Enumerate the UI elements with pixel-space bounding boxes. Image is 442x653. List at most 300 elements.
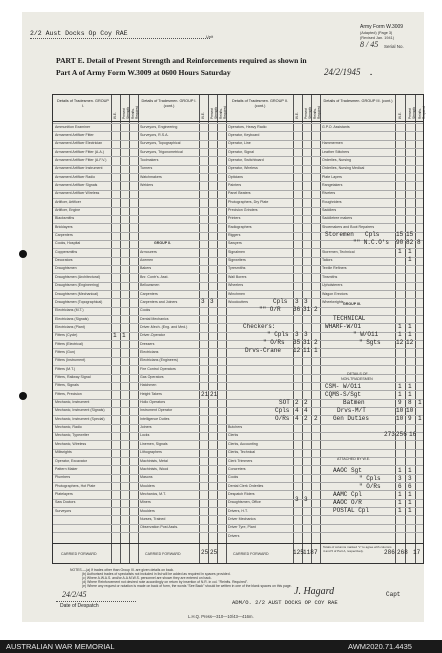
trade-g1c-label: Surveyors, Trigonometrical: [140, 149, 183, 154]
trade-g1-label: Armament Artificer Fitter (A.A.): [55, 149, 104, 154]
trade-g2c-label: Butchers: [228, 425, 243, 430]
val-clerk-cpls-we: 4: [295, 407, 299, 414]
trade-g3c-label: Saddletree makers: [322, 216, 353, 221]
part-e-subtitle: Part A of Army Form W.3009 at 0600 Hours Saturday: [56, 68, 231, 77]
trade-g1c-label: Gas Operators: [140, 375, 164, 379]
form-ref-1: Army Form W.3009: [360, 24, 404, 30]
trade-g1-label: Blacksmiths: [55, 216, 75, 221]
despatch-label: Date of Despatch: [60, 603, 99, 609]
trade-g1-label: Armament Artificer Signals: [55, 182, 98, 187]
trade-g3c-label: Orderlies, Nursing: [322, 157, 351, 162]
trade-g1-label: Artificer, Artificer: [55, 199, 81, 204]
grand-total-we: 286: [384, 549, 395, 556]
col-we-2: W.E.: [201, 112, 205, 119]
trade-g1-label: Artificer, Engine: [55, 208, 81, 212]
serial-number: 8 / 45: [360, 40, 379, 49]
trade-g3c-label: Tailors: [322, 258, 333, 263]
entry-batmen: Batmen: [343, 399, 365, 406]
trade-g1-label: Bricklayers: [55, 224, 73, 229]
val-aaoc-cpls-we: 3: [398, 475, 402, 482]
total-c2-ps: 25: [210, 549, 218, 556]
trade-g2c-label: Operator, Signal: [228, 149, 254, 154]
val-winch-or-ps: 31: [303, 306, 311, 313]
col-header-group1-cont: Details of Tradesmen. GROUP I. (cont.): [141, 99, 197, 108]
trade-g1c-label: Linemen, Signals: [140, 441, 168, 446]
trade-g3c-label: Textile Refiners: [322, 266, 347, 271]
trade-g1c-label: Welders: [140, 182, 154, 187]
val-gen-rr: 1: [418, 415, 422, 422]
trade-g2c-label: Concreters: [228, 466, 246, 471]
trade-g1c-label: Height Takers: [140, 391, 162, 396]
trade-g1-label: Draughtsmen (Engineering): [55, 283, 100, 288]
trade-g1c-label: Armourers: [140, 249, 157, 254]
trade-g1-label: Fitters (Electrical): [55, 341, 83, 346]
entry-nco: "" N.C.O's: [353, 239, 390, 246]
trade-g1c-label: Surveyors, Topographical: [140, 141, 181, 146]
col-we-1: W.E.: [113, 112, 117, 119]
val-wharf-we: 1: [398, 323, 402, 330]
val-postal-we: 1: [398, 507, 402, 514]
val-checkers-cpls-we: 3: [295, 331, 299, 338]
trade-g2c-label: Dental Clerk Orderlies: [228, 483, 264, 488]
notes-line-b: (b) Authorised trades of specialists not included in list will be added as required in spaces provided.: [82, 572, 231, 576]
trade-g2c-label: Driver Tyre, Plant: [228, 525, 256, 530]
grand-total-rr: 17: [413, 549, 421, 556]
val-elec-ps: 1: [122, 332, 126, 339]
trade-g2c-label: Precision Grinders: [228, 208, 258, 212]
trade-g1-label: Surveyors: [55, 508, 72, 513]
trade-g1-label: Draughtsmen (Mechanical): [55, 291, 99, 296]
trade-g1-label: Platelayers: [55, 491, 73, 496]
trade-g2c-label: Radiographers: [228, 224, 252, 229]
val-carpenters-we: 3: [201, 298, 205, 305]
val-aaoc-sgt-we: 1: [398, 467, 402, 474]
trade-g2c-label: Driver Mechanics: [228, 516, 256, 521]
entry-aaoc-cpls: " Cpls: [359, 475, 381, 482]
trade-g2c-label: Operator, Keyboard: [228, 132, 260, 137]
entry-aaoc-sgt: AAOC Sgt: [333, 467, 362, 474]
trade-g2c-label: Photographers, Dry Plate: [228, 199, 269, 204]
val-crane-ps: 11: [303, 347, 311, 354]
trade-g2c-label: Wall Borers: [228, 274, 247, 279]
archive-footer: [0, 640, 442, 653]
trade-g1c-label: Electricians: [140, 349, 159, 354]
trade-g1c-label: Turners: [140, 166, 153, 171]
val-tailors-ps: 1: [408, 248, 412, 255]
trade-g1c-label: Hollo Operators: [140, 400, 166, 405]
trade-g1-label: Mechanic, Instrument: [55, 400, 90, 405]
col-header-group3-cont: Details of Tradesmen. GROUP III. (cont.): [323, 99, 393, 103]
trade-g1c-label: Masons: [140, 475, 153, 480]
notes-line-e: (e) Where any request or notation is made on back of form, the words "See Back" should be written in one of the blank spaces on this page.: [82, 584, 292, 588]
trade-g2c-label: Painters: [228, 182, 242, 187]
trade-g1c-label: Toolmakers: [140, 157, 159, 162]
trade-g1-label: Armament Artificer Fitter (A.F.V.): [55, 157, 107, 162]
val-subtotal-we: 273: [384, 431, 395, 438]
trade-g1c-label: Bakers: [140, 266, 152, 271]
val-aaoc-ors-ps: 6: [408, 483, 412, 490]
trade-g1-label: Decorators: [55, 258, 73, 263]
trade-g3c-label: Leather Stitchers: [322, 149, 350, 154]
val-drivers-ps: 10: [406, 407, 414, 414]
trade-g1c-label: Dental Mechanics: [140, 316, 169, 321]
trade-g1-label: Electricians (M.T.): [55, 308, 84, 313]
trade-g1-label: Millwrights: [55, 450, 72, 455]
val-postal-ps: 1: [408, 507, 412, 514]
val-crane-we: 12: [293, 347, 301, 354]
unit-name: 2/2 Aust Docks Op Coy RAE: [30, 30, 128, 37]
total-c3-we: 125: [293, 549, 304, 556]
col-rr-2: Reinfts. Required: [219, 106, 227, 119]
trade-g2c-label: Operators, Heavy Radio: [228, 124, 267, 129]
trade-g1-label: Armament Artificer Instrument: [55, 166, 103, 171]
archive-institution: AUSTRALIAN WAR MEMORIAL: [6, 642, 115, 651]
entry-drivers-mt: Drvs-M/T: [337, 407, 366, 414]
trade-g1c-label: Surveyors, R.S.A.: [140, 132, 169, 137]
val-winch-ps: 3: [304, 298, 308, 305]
val-cqms-we: 1: [398, 391, 402, 398]
trade-g1-label: Fitters (M.T.): [55, 366, 76, 371]
trade-g2c-label: Operator, Switchboard: [228, 157, 264, 162]
trade-g1-label: Mechanic, Wireless: [55, 441, 87, 446]
trade-g2c-label: Clerk Trimmers: [228, 458, 253, 463]
trade-g3c-label: Shoemakers and Boot Repairers: [322, 224, 375, 229]
col-ps-4: Present Strength: [408, 106, 416, 119]
val-winch-or-rr: 2: [314, 306, 318, 313]
attached-label: ATTACHED BY W.E.: [337, 457, 371, 461]
entry-technical: TECHNICAL: [333, 315, 366, 322]
col-rr-4: Reinfts. Required: [418, 106, 426, 119]
entry-clerk-cpls: Cpls: [275, 407, 290, 414]
trade-g2c-label: Signwriters: [228, 258, 246, 263]
col-header-group2-cont: Details of Tradesmen. GROUP II. (cont.): [231, 99, 289, 108]
trade-g2c-label: Tyresmiths: [228, 266, 246, 271]
val-batmen-rr: 1: [418, 399, 422, 406]
col-rr-1: Reinfts. Required: [131, 106, 139, 119]
val-hatchmen-we: 21: [201, 391, 209, 398]
trade-g1c-label: Mechanics, M.T.: [140, 491, 166, 496]
val-engine-hands-we: 3: [295, 496, 299, 503]
trade-g1-label: Photographers, Hot Plate: [55, 483, 96, 488]
val-clerk-cpls-ps: 4: [304, 407, 308, 414]
val-cqms-ps: 1: [408, 391, 412, 398]
trade-g1-label: Mechanic, Typewriter: [55, 433, 89, 438]
despatch-date: 24/2/45: [62, 590, 87, 599]
trade-g1-label: Draughtsmen: [55, 266, 77, 271]
press-line: L.H.Q. Press—310—10/43—416m.: [188, 614, 254, 619]
trade-g1c-label: Driver-Mech. (Eng. and Med.): [140, 324, 188, 329]
trade-g3c-label: G.P.O. Assistants: [322, 124, 350, 129]
trade-g3c-label: Saddlers: [322, 208, 337, 212]
trade-g1-label: Draughtsmen (Architectural): [55, 274, 100, 279]
punch-hole-1: [19, 250, 27, 258]
trade-g2c-label: Printers: [228, 216, 241, 221]
val-storemen-ps: 15: [406, 231, 414, 238]
trade-g2c-label: Operator, Line: [228, 141, 251, 146]
val-subtotal-rr: 16: [409, 431, 417, 438]
val-drivers-we: 10: [396, 407, 404, 414]
entry-winch-cpls: Cpls: [273, 298, 288, 305]
val-wo2-we: 1: [398, 331, 402, 338]
entry-clerk-ors: O/Rs: [275, 415, 290, 422]
notes-line-c: (c) Where A.W.A.S. and/or A.A.M.W.S. personnel are shown they are entered on back.: [82, 576, 212, 580]
trade-g2c-label: Signalmen: [228, 249, 245, 254]
trade-g1-label: Plumbers: [55, 475, 71, 480]
serial-label: Serial No.: [384, 44, 404, 49]
col-we-4: W.E.: [398, 112, 402, 119]
val-clerk-ors-rr: 2: [314, 415, 318, 422]
trade-g1-label: Mechanic, Instrument (Signals): [55, 408, 105, 413]
trade-g2c-label: Cooks: [228, 475, 239, 480]
trade-g1c-label: Machinists, Wood: [140, 466, 169, 471]
val-aaoc-sgt-ps: 1: [408, 467, 412, 474]
total-c2-we: 25: [201, 549, 209, 556]
trade-g1-label: Ammunition Examiner: [55, 124, 91, 129]
trade-g1c-label: Machinists, Metal: [140, 458, 168, 463]
archive-catalogue: AWM2020.71.4435: [348, 642, 412, 651]
val-checkers-or-we: 35: [293, 339, 301, 346]
val-textile-ps: 1: [408, 256, 412, 263]
trade-g1-label: Armament Artificer Wireless: [55, 191, 100, 196]
val-clerk-ors-we: 4: [295, 415, 299, 422]
val-aaoc-or-ps: 1: [408, 499, 412, 506]
trade-g3c-label: Rangetakers: [322, 182, 343, 187]
val-hatchmen-ps: 21: [210, 391, 218, 398]
val-engine-hands-ps: 3: [304, 496, 308, 503]
trade-g3c-label: Storemen, Technical: [322, 249, 355, 254]
trade-g1c-label: Bnr. Contr's. Asst.: [140, 274, 169, 279]
val-aamc-ps: 1: [408, 491, 412, 498]
trade-g3c-label: Riveters: [322, 191, 336, 196]
trade-g1-label: Armament Artificer Radio: [55, 174, 95, 179]
col-ps-3: Present Strength: [304, 106, 312, 119]
trade-g1c-label: Surveyors, Engineering: [140, 124, 178, 129]
val-sgts-ps: 12: [406, 339, 414, 346]
entry-csm: CSM- W/O11: [325, 383, 362, 390]
trade-g1-label: Operator, Excavator: [55, 458, 87, 463]
totals-note: Totals of columns marked "x" to agree with columns 4 and 5 of Part A, respectively.: [323, 546, 392, 553]
val-tailors-we: 1: [398, 248, 402, 255]
trade-g1-label: Pattern Maker: [55, 466, 78, 471]
trade-g1c-label: Fire Control Operators: [140, 366, 176, 371]
col-ps-1: Present Strength: [122, 106, 130, 119]
val-subtotal-ps: 256: [396, 431, 407, 438]
trade-g3c-label: Plate Layers: [322, 174, 342, 179]
val-aaoc-ors-we: 6: [398, 483, 402, 490]
col-ps-2: Present Strength: [210, 106, 218, 119]
entry-crane-drivers: Drvs-Crane: [245, 347, 282, 354]
details-of-label: DETAILS OF: [347, 372, 368, 376]
trade-g1c-label: Dressers: [140, 341, 155, 346]
val-aaoc-cpls-ps: 3: [408, 475, 412, 482]
trade-g3c-label: Upholsterers: [322, 283, 343, 288]
val-gen-we: 10: [396, 415, 404, 422]
val-nco-we: 90: [396, 239, 404, 246]
entry-cqms: CQMS-S/Sgt: [325, 391, 362, 398]
entry-sgts: " Sgts: [359, 339, 381, 346]
val-storemen-we: 15: [396, 231, 404, 238]
val-winch-we: 3: [295, 298, 299, 305]
entry-postal: POSTAL Cpl: [333, 507, 370, 514]
val-wharf-ps: 1: [408, 323, 412, 330]
trade-g1-label: Fitters, Signals: [55, 383, 79, 388]
non-tradesmen-label: NON-TRADESMEN: [341, 377, 373, 381]
return-date: 24/2/1945: [324, 67, 361, 77]
entry-checkers-or: " O/Rs: [263, 339, 285, 346]
trade-g1-label: Fitters, Precision: [55, 391, 82, 396]
trade-g1-label: Fitters (Gun): [55, 349, 76, 354]
val-csm-ps: 1: [408, 383, 412, 390]
trade-g3c-label: Orderlies, Nursing Medical: [322, 166, 365, 171]
val-sot-ps: 2: [304, 399, 308, 406]
val-nco-rr: 8: [417, 239, 421, 246]
trade-g1c-label: Instrument Operator: [140, 408, 173, 413]
trade-g1-label: Fitters, Railway Signal: [55, 375, 91, 379]
carried-forward-1: CARRIED FORWARD: [61, 552, 97, 556]
trade-g2c-label: Winchmen: [228, 291, 245, 296]
trade-g2c-label: Riggers: [228, 233, 241, 238]
entry-checkers-cpls: " Cpls: [267, 331, 289, 338]
val-clerk-ors-ps: 2: [304, 415, 308, 422]
entry-wharf: WHARF-W/O1: [325, 323, 362, 330]
strength-table: [52, 94, 424, 564]
form-ref-3: (Revised Jan. 1941): [360, 36, 394, 40]
entry-aaoc-or: AAOC O/R: [333, 499, 362, 506]
trade-g1c-label: Driver-Operator: [140, 333, 165, 338]
entry-gen-duties: Gen Duties: [333, 415, 370, 422]
part-e-title: PART E. Detail of Present Strength and Reinforcements required as shown in: [56, 56, 307, 65]
trade-g1c-label: Moulders: [140, 483, 155, 488]
total-c3-rr: 7: [314, 549, 318, 556]
trade-g1-label: Saw Doctors: [55, 500, 76, 505]
val-sgts-we: 12: [396, 339, 404, 346]
trade-g1-label: Mechanic, Instrument (Special): [55, 416, 105, 421]
val-batmen-ps: 8: [408, 399, 412, 406]
trade-g1-label: Fitters (Instrument): [55, 358, 86, 363]
trade-g2c-label: Operator, Wireless: [228, 166, 258, 171]
val-aamc-we: 1: [398, 491, 402, 498]
trade-g2c-label: Drivers: [228, 533, 240, 538]
trade-g1-label: Mechanic, Radio: [55, 425, 82, 430]
trade-g3c-label: Wheelwrights: [322, 299, 344, 304]
col-we-3: W.E.: [295, 112, 299, 119]
val-csm-we: 1: [398, 383, 402, 390]
form-ref-2: (Adapted) (Page 3): [360, 31, 393, 35]
punch-hole-2: [19, 392, 27, 400]
trade-g1c-label: Cooks: [140, 308, 151, 313]
trade-g1c-label: Electricians (Engineers): [140, 358, 178, 363]
val-carpenters-ps: 3: [210, 298, 214, 305]
val-winch-or-we: 36: [293, 306, 301, 313]
val-checkers-or-rr: 2: [314, 339, 318, 346]
group3-label: GROUP III.: [343, 302, 362, 306]
trade-g1c-label: Axemen: [140, 258, 154, 263]
trade-g2c-label: Opticians: [228, 174, 243, 179]
trade-g2c-label: Despatch Riders: [228, 491, 255, 496]
trade-g1c-label: Hatchmen: [140, 383, 157, 388]
unit-label: Unit: [206, 34, 214, 39]
notes-line-d: (d) Where Reinforcement not desired note accordingly on return by insertion of N.R. in col. "Reinfts. Required".: [82, 580, 248, 584]
trade-g2c-label: Clerks, Technical: [228, 450, 256, 455]
entry-aamc: AAMC Cpl: [333, 491, 362, 498]
trade-g1-label: Armament Artificer Fitter: [55, 132, 94, 137]
trade-g1c-label: Carpenters and Joiners: [140, 299, 178, 304]
val-nco-ps: 82: [406, 239, 414, 246]
val-batmen-we: 9: [398, 399, 402, 406]
trade-g1c-label: Miners: [140, 500, 151, 505]
entry-storemen: Storemen: [325, 231, 354, 238]
trade-g1-label: Draughtsmen (Topographical): [55, 299, 103, 304]
val-aaoc-or-we: 1: [398, 499, 402, 506]
val-elec-we: 1: [113, 332, 117, 339]
grand-total-ps: 268: [397, 549, 408, 556]
trade-g2c-label: Draughtsmen, Office: [228, 500, 261, 505]
trade-g1-label: Cooks, Hospital: [55, 241, 81, 246]
trade-g2c-label: Clerks, Accounting: [228, 441, 258, 446]
trade-g1c-label: Nurses, Trained: [140, 516, 166, 521]
entry-sot: SOT: [279, 399, 290, 406]
trade-g3c-label: Wagon Erectors: [322, 291, 348, 296]
trade-g3c-label: Hammermen: [322, 141, 343, 146]
trade-g1c-label: Joiners: [140, 425, 152, 430]
trade-g1c-label: Moulders: [140, 508, 155, 513]
form-sheet: [22, 12, 424, 622]
officer-rank: Capt: [386, 591, 401, 598]
entry-aaoc-ors: " O/Rs: [359, 483, 381, 490]
trade-g1-label: Coppersmiths: [55, 249, 78, 254]
trade-g2c-label: Wheelers: [228, 283, 244, 288]
trade-g2c-label: Sawyers: [228, 241, 242, 246]
col-header-group1: Details of Tradesmen. GROUP I.: [57, 99, 109, 108]
val-checkers-cpls-ps: 3: [304, 331, 308, 338]
total-c3-ps: 118: [303, 549, 314, 556]
trade-g1c-label: GROUP II.: [154, 241, 172, 246]
trade-g3c-label: Roughriders: [322, 199, 342, 204]
entry-wo2: " W/O11: [353, 331, 379, 338]
trade-g1c-label: Carpenters: [140, 291, 158, 296]
trade-g1c-label: Bellowsmen: [140, 283, 160, 288]
trade-g1c-label: Observation Post Assts.: [140, 525, 179, 530]
val-gen-ps: 9: [408, 415, 412, 422]
title-period: .: [370, 68, 373, 77]
entry-storemen-cpls: Cpls: [365, 231, 380, 238]
notes-line-a: NOTES.—(a) If trades other than Group III. are given details on back.: [70, 568, 175, 572]
adm-line: ADM/O. 2/2 AUST DOCKS OP COY RAE: [232, 599, 338, 606]
trade-g1c-label: Intelligence Duties: [140, 416, 170, 421]
trade-g3c-label: Tinsmiths: [322, 274, 338, 279]
entry-winch-or: "" O/R: [259, 306, 281, 313]
trade-g1-label: Fitters (Cycle): [55, 333, 78, 338]
trade-g1-label: Armament Artificer Electrician: [55, 141, 103, 146]
officer-signature: J. Hagard: [294, 586, 335, 597]
trade-g2c-label: Clerks: [228, 433, 239, 438]
trade-g1-label: Carpenters: [55, 233, 73, 238]
val-checkers-or-ps: 31: [303, 339, 311, 346]
trade-g2c-label: Woodcutters: [228, 299, 249, 304]
val-sot-we: 2: [295, 399, 299, 406]
trade-g2c-label: Drivers, H.T.: [228, 508, 248, 513]
trade-g1-label: Electricians (Signals): [55, 316, 89, 321]
carried-forward-3: CARRIED FORWARD: [233, 552, 269, 556]
trade-g2c-label: Panel Beaters: [228, 191, 251, 196]
trade-g1-label: Electricians (Plant): [55, 324, 85, 329]
val-crane-rr: 1: [314, 347, 318, 354]
col-rr-3: Reinfts. Required: [313, 106, 321, 119]
trade-g1c-label: Watchmakers: [140, 174, 162, 179]
trade-g1c-label: Locks: [140, 433, 150, 438]
trade-g1c-label: Lithographers: [140, 450, 162, 455]
val-wo2-ps: 1: [408, 331, 412, 338]
